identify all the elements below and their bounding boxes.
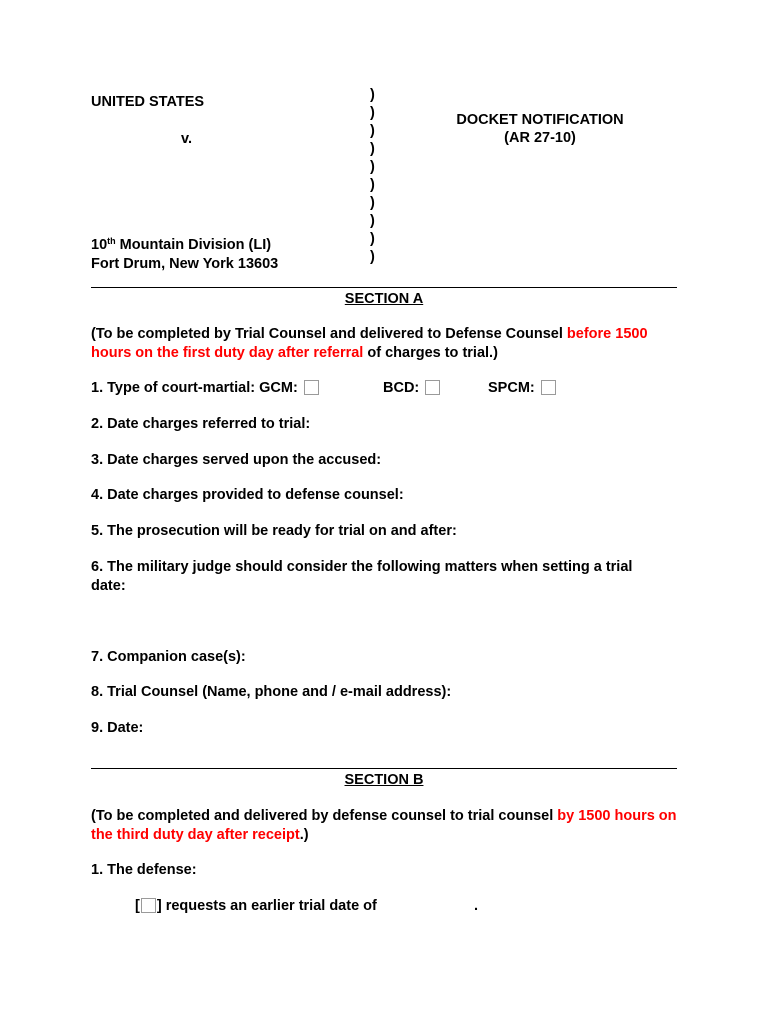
defense-item: 1. The defense: [91, 862, 197, 878]
paren: ) [370, 231, 375, 247]
unit-line-1: 10th Mountain Division (LI) [91, 236, 272, 253]
paren: ) [370, 177, 375, 193]
item-trial-counsel: 8. Trial Counsel (Name, phone and / e-mail address): [91, 684, 452, 700]
earlier-trial-option: [ ] requests an earlier trial date of [135, 898, 377, 914]
divider-line [91, 768, 677, 769]
section-b-instructions: (To be completed and delivered by defense counsel to trial counsel by 1500 hours on the third duty day after receipt.) [91, 808, 677, 843]
paren: ) [370, 123, 375, 139]
versus-label: v. [181, 131, 193, 147]
bcd-checkbox[interactable] [425, 380, 440, 395]
spcm-checkbox[interactable] [541, 380, 556, 395]
item-date-provided: 4. Date charges provided to defense counsel: [91, 487, 404, 503]
plaintiff-name: UNITED STATES [91, 94, 205, 110]
earlier-trial-checkbox[interactable] [141, 898, 156, 913]
section-a-heading: SECTION A [344, 291, 424, 307]
section-b-heading: SECTION B [344, 772, 424, 788]
item-date-referred: 2. Date charges referred to trial: [91, 416, 311, 432]
item-date: 9. Date: [91, 720, 144, 736]
paren: ) [370, 249, 375, 265]
unit-line-2: Fort Drum, New York 13603 [91, 256, 279, 272]
item-judge-considerations: 6. The military judge should consider the following matters when setting a trial date: [91, 559, 633, 594]
option-period: . [474, 898, 479, 914]
paren: ) [370, 213, 375, 229]
paren: ) [370, 87, 375, 103]
regulation-reference: (AR 27-10) [504, 130, 576, 146]
paren: ) [370, 105, 375, 121]
section-a-instructions: (To be completed by Trial Counsel and delivered to Defense Counsel before 1500 hours on the first duty day after referral of charges to trial.) [91, 326, 648, 361]
paren: ) [370, 141, 375, 157]
divider-line [91, 287, 677, 288]
gcm-checkbox[interactable] [304, 380, 319, 395]
paren: ) [370, 159, 375, 175]
item-companion-cases: 7. Companion case(s): [91, 649, 246, 665]
item-date-served: 3. Date charges served upon the accused: [91, 452, 382, 468]
item-prosecution-ready: 5. The prosecution will be ready for trial on and after: [91, 523, 457, 539]
court-martial-type-spcm: SPCM: [488, 380, 556, 397]
court-martial-type-bcd: BCD: [383, 380, 440, 397]
court-martial-type-gcm: 1. Type of court-martial: GCM: [91, 380, 319, 397]
document-title: DOCKET NOTIFICATION [456, 112, 624, 128]
paren: ) [370, 195, 375, 211]
